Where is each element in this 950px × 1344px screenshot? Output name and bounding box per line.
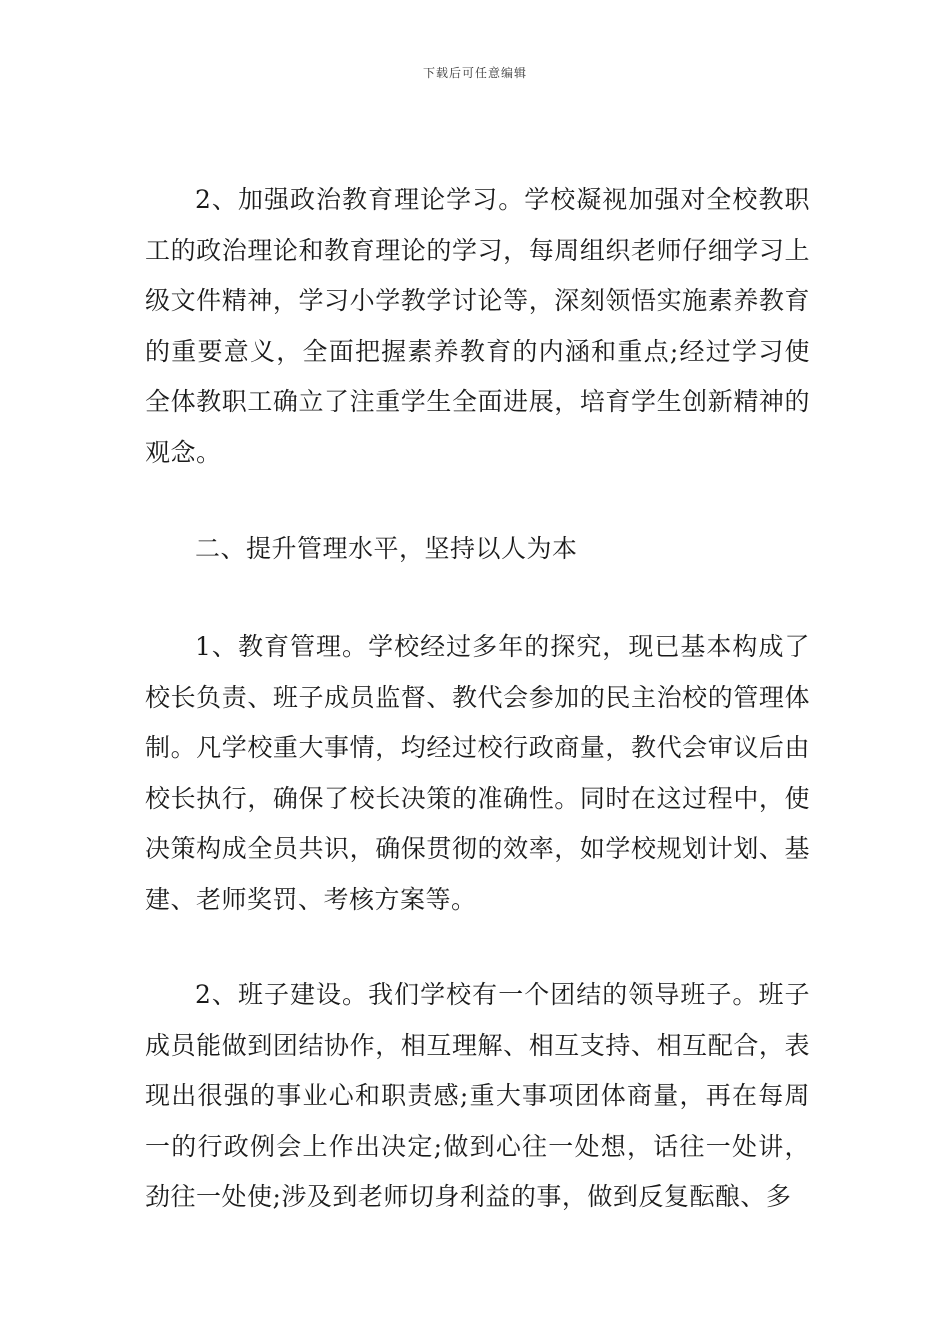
paragraph-education-management: 1、教育管理。学校经过多年的探究，现已基本构成了校长负责、班子成员监督、教代会参加的民主治校的管理体制。凡学校重大事情，均经过校行政商量，教代会审议后由校长执行，确保了校长决策的准确性。同时在这过程中，使决策构成全员共识，确保贯彻的效率，如学校规划计划、基建、老师奖罚、考核方案等。 — [145, 632, 810, 914]
paragraph-political-study: 2、加强政治教育理论学习。学校凝视加强对全校教职工的政治理论和教育理论的学习，每周组织老师仔细学习上级文件精神，学习小学教学讨论等，深刻领悟实施素养教育的重要意义，全面把握素养教育的内涵和重点;经过学习使全体教职工确立了注重学生全面进展，培育学生创新精神的观念。 — [145, 185, 810, 467]
paragraph-team-building: 2、班子建设。我们学校有一个团结的领导班子。班子成员能做到团结协作，相互理解、相互支持、相互配合，表现出很强的事业心和职责感;重大事项团体商量，再在每周一的行政例会上作出决定;做到心往一处想，话往一处讲，劲往一处使;涉及到老师切身利益的事，做到反复酝酿、多 — [145, 980, 810, 1211]
section-heading: 二、提升管理水平，坚持以人为本 — [195, 534, 578, 563]
header-note: 下载后可任意编辑 — [422, 66, 527, 80]
